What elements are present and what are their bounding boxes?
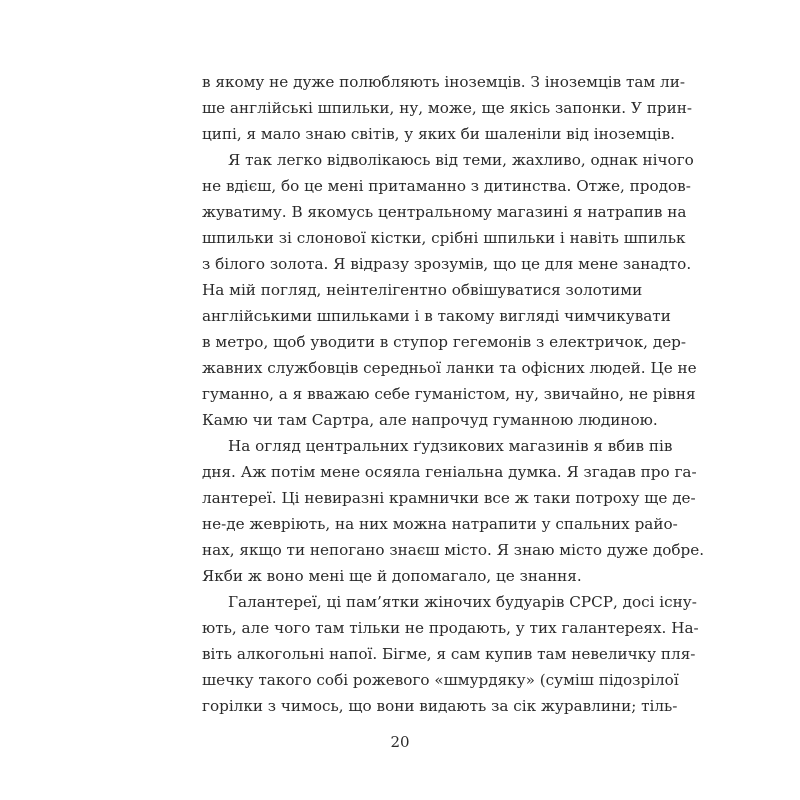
text-line: Якби ж воно мені ще й допомагало, це знання.	[202, 567, 582, 585]
text-line: гуманно, а я вважаю себе гуманістом, ну, звичайно, не рівня	[202, 385, 696, 403]
text-line: шпильки зі слонової кістки, срібні шпильки і навіть шпильк	[202, 229, 686, 247]
text-line: англійськими шпильками і в такому вигляді чимчикувати	[202, 307, 671, 325]
text-line: не-де жевріють, на них можна натрапити у спальних райо-	[202, 515, 678, 533]
text-line: лантереї. Ці невиразні крамнички все ж таки потроху ще де-	[202, 489, 696, 507]
text-line: в метро, щоб уводити в ступор гегемонів з електричок, дер-	[202, 333, 687, 351]
text-line: жавних службовців середньої ланки та офісних людей. Це не	[202, 359, 697, 377]
text-line: Я так легко відволікаюсь від теми, жахливо, однак нічого	[228, 151, 694, 169]
text-line: горілки з чимось, що вони видають за сік журавлини; тіль-	[202, 697, 678, 715]
text-line: На огляд центральних ґудзикових магазинів я вбив пів	[228, 437, 673, 455]
text-line: не вдієш, бо це мені притаманно з дитинства. Отже, продов-	[202, 177, 691, 195]
page-number: 20	[390, 733, 410, 751]
text-line: віть алкогольні напої. Бігме, я сам купив там невеличку пля-	[202, 645, 696, 663]
text-line: шечку такого собі рожевого «шмурдяку» (суміш підозрілої	[202, 671, 679, 689]
text-line: ють, але чого там тільки не продають, у тих галантереях. На-	[202, 619, 699, 637]
text-line: нах, якщо ти непогано знаєш місто. Я знаю місто дуже добре.	[202, 541, 705, 559]
text-line: дня. Аж потім мене осяяла геніальна думка. Я згадав про га-	[202, 463, 697, 481]
text-line: На мій погляд, неінтелігентно обвішуватися золотими	[202, 281, 643, 299]
text-line: в якому не дуже полюбляють іноземців. З іноземців там ли-	[202, 73, 685, 91]
text-line: Галантереї, ці пам’ятки жіночих будуарів СРСР, досі існу-	[228, 593, 697, 611]
text-line: Камю чи там Сартра, але напрочуд гуманною людиною.	[202, 411, 658, 429]
text-line: жуватиму. В якомусь центральному магазині я натрапив на	[202, 203, 687, 221]
text-line: ципі, я мало знаю світів, у яких би шаленіли від іноземців.	[202, 125, 675, 143]
text-line: ше англійські шпильки, ну, може, ще якісь запонки. У прин-	[202, 99, 692, 117]
text-line: з білого золота. Я відразу зрозумів, що це для мене занадто.	[202, 255, 692, 273]
